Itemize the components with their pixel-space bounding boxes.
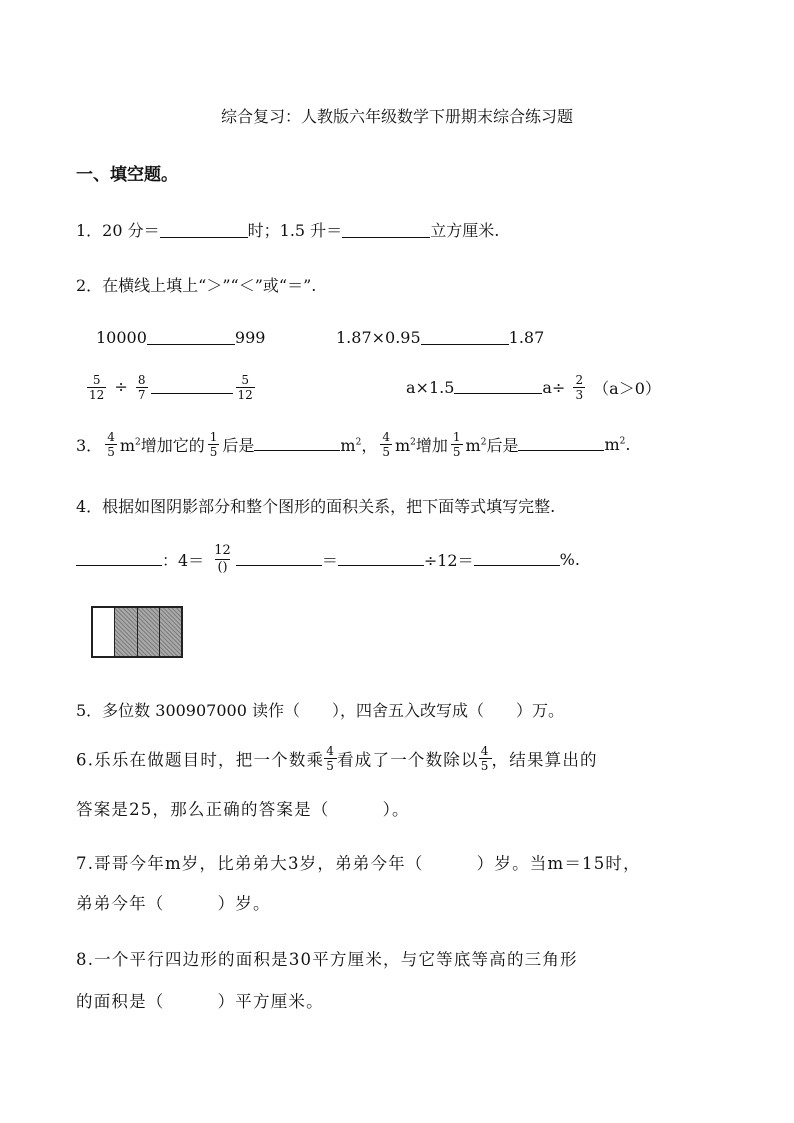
compare-b-right: 1.87 <box>508 328 545 347</box>
question-7: 7.哥哥今年m岁，比弟弟大3岁，弟弟今年（ ）岁。当m＝15时， <box>76 854 641 873</box>
equation-row: ：4＝ 12 () ＝ ÷12＝ %. <box>76 543 580 576</box>
answer-blank[interactable] <box>160 223 248 238</box>
answer-blank[interactable] <box>421 330 509 345</box>
answer-blank[interactable] <box>236 551 322 566</box>
condition: （a＞0） <box>593 379 661 398</box>
compare-a-right: 999 <box>234 328 266 347</box>
question-8: 8.一个平行四边形的面积是30平方厘米，与它等底等高的三角形 <box>76 950 578 969</box>
compare-c <box>84 373 258 402</box>
fraction: 12 () <box>214 543 231 575</box>
fraction: $\frac{5}{12}$ <box>237 373 253 402</box>
section-heading: 一、填空题。 <box>76 165 178 185</box>
fraction: $\frac{1}{5}$ <box>452 430 461 459</box>
answer-blank[interactable] <box>338 551 424 566</box>
q1-text-b: 时；1.5 升＝ <box>247 221 343 240</box>
q1-text-a: 1．20 分＝ <box>76 221 160 240</box>
answer-blank[interactable] <box>454 379 542 394</box>
fraction: $\frac{8}{7}$ <box>137 373 146 402</box>
answer-blank[interactable] <box>254 436 340 451</box>
answer-blank[interactable] <box>518 436 604 451</box>
question-3: 3． $\frac{4}{5}$ $m^2$增加它的 $\frac{1}{5}$ 后是 $m^2$， $\frac{4}{5}$ $m^2$增加 $\frac{1}{5}$ $m^2$后是 $m^2$. <box>76 430 631 459</box>
page-title: 综合复习：人教版六年级数学下册期末综合练习题 <box>220 107 573 126</box>
answer-blank[interactable] <box>474 551 560 566</box>
compare-a <box>96 328 265 347</box>
fraction: $\frac{4}{5}$ <box>107 430 115 459</box>
unshaded-part <box>93 608 114 656</box>
fraction: $\frac{5}{12}$ <box>89 373 105 402</box>
compare-a-left: 10000 <box>96 328 147 347</box>
fraction: $\frac{4}{5}$ <box>382 430 390 459</box>
compare-d-mid: a÷ <box>542 378 566 397</box>
fraction: $\frac{1}{5}$ <box>209 430 218 459</box>
shaded-part <box>159 608 181 656</box>
fraction: $\frac{4}{5}$ <box>480 744 490 773</box>
question-1 <box>76 218 499 241</box>
question-4: 4．根据如图阴影部分和整个图形的面积关系，把下面等式填写完整. <box>76 497 556 516</box>
answer-blank[interactable] <box>151 379 233 394</box>
question-2: 2．在横线上填上“＞”“＜”或“＝”. <box>76 276 317 295</box>
question-6-line2: 答案是25，那么正确的答案是（ ）。 <box>76 800 410 819</box>
compare-b-left: 1.87×0.95 <box>336 328 421 347</box>
compare-d-left: a×1.5 <box>406 378 455 397</box>
shaded-part <box>114 608 136 656</box>
question-6: 6.乐乐在做题目时，把一个数乘 $\frac{4}{5}$ 看成了一个数除以 $\frac{4}{5}$ ，结果算出的 <box>76 744 598 773</box>
answer-blank[interactable] <box>76 551 162 566</box>
question-7-line2: 弟弟今年（ ）岁。 <box>76 894 271 913</box>
shaded-part <box>137 608 159 656</box>
fraction: $\frac{2}{3}$ <box>575 373 584 402</box>
q1-text-c: 立方厘米. <box>430 221 500 240</box>
shaded-area-figure <box>91 606 183 658</box>
compare-d <box>406 373 661 402</box>
answer-blank[interactable] <box>147 330 235 345</box>
question-8-line2: 的面积是（ ）平方厘米。 <box>76 992 324 1011</box>
fraction: $\frac{4}{5}$ <box>326 744 336 773</box>
divide-sign: ÷ <box>114 377 128 396</box>
answer-blank[interactable] <box>342 223 430 238</box>
compare-b <box>336 328 544 347</box>
question-5: 5．多位数 300907000 读作（ ），四舍五入改写成（ ）万。 <box>76 701 564 720</box>
